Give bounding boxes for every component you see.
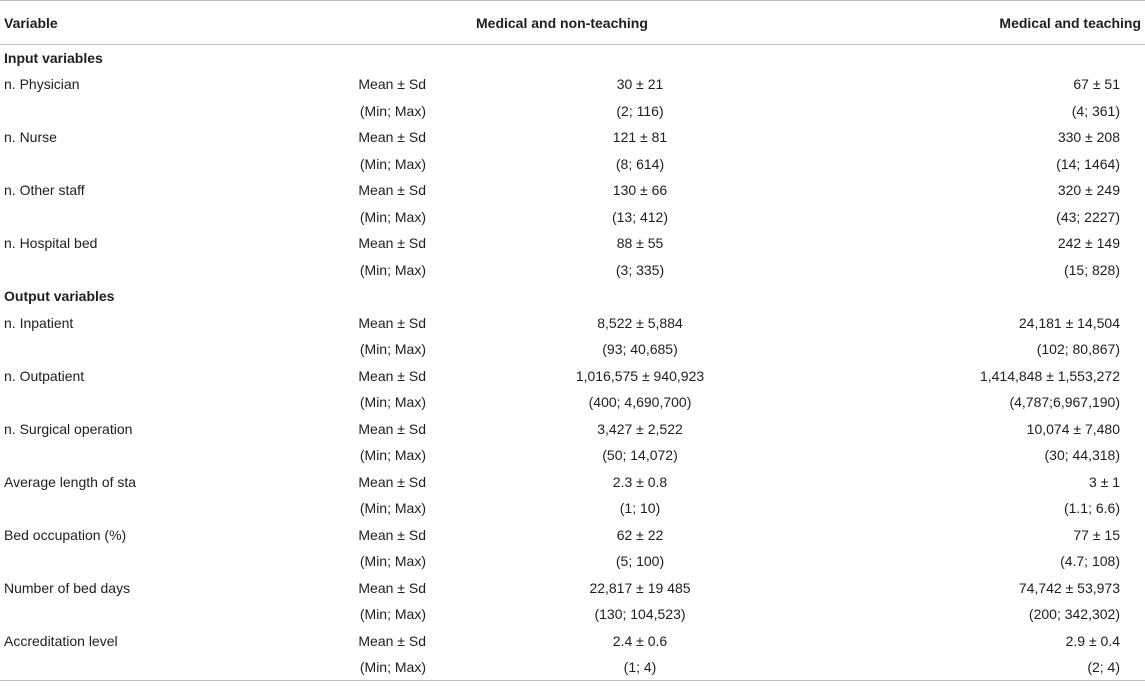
statistic-label: Mean ± Sd bbox=[358, 367, 426, 384]
value-teaching: (1.1; 6.6) bbox=[1063, 500, 1120, 517]
value-non-teaching: 2.3 ± 0.8 bbox=[612, 473, 668, 490]
variable-name-empty bbox=[0, 654, 290, 681]
value-teaching: (14; 1464) bbox=[1056, 155, 1120, 172]
value-non-teaching: 130 ± 66 bbox=[612, 182, 668, 199]
table-row bbox=[0, 257, 1145, 284]
table-row bbox=[0, 177, 1145, 204]
value-non-teaching: 2.4 ± 0.6 bbox=[612, 632, 668, 649]
statistic-label: Mean ± Sd bbox=[358, 129, 426, 146]
header-medical-non-teaching: Medical and non-teaching bbox=[470, 1, 860, 45]
value-teaching: (30; 44,318) bbox=[1044, 447, 1120, 464]
variable-name: n. Physician bbox=[4, 76, 80, 93]
statistic-label: Mean ± Sd bbox=[358, 420, 426, 437]
section-title: Input variables bbox=[4, 50, 103, 66]
value-non-teaching: (5; 100) bbox=[615, 553, 665, 570]
header-variable: Variable bbox=[0, 1, 290, 45]
statistic-label: Mean ± Sd bbox=[358, 314, 426, 331]
statistic-label: (Min; Max) bbox=[359, 155, 426, 172]
statistic-label: Mean ± Sd bbox=[358, 235, 426, 252]
variable-name-empty bbox=[0, 151, 290, 178]
statistic-label: (Min; Max) bbox=[359, 394, 426, 411]
section-title: Output variables bbox=[4, 288, 115, 305]
statistic-label: Mean ± Sd bbox=[358, 526, 426, 543]
value-teaching: (4.7; 108) bbox=[1060, 553, 1120, 570]
value-non-teaching: (8; 614) bbox=[615, 155, 665, 172]
table-row bbox=[0, 71, 1145, 98]
value-teaching: 2.9 ± 0.4 bbox=[1065, 632, 1120, 649]
table-row bbox=[0, 98, 1145, 125]
table-row bbox=[0, 336, 1145, 363]
table-header bbox=[0, 1, 1145, 45]
table-row bbox=[0, 310, 1145, 337]
value-teaching: 67 ± 51 bbox=[1073, 76, 1120, 93]
statistic-label: Mean ± Sd bbox=[358, 76, 426, 93]
variable-name-empty bbox=[0, 442, 290, 469]
variable-name: n. Other staff bbox=[4, 182, 85, 199]
variable-name: Bed occupation (%) bbox=[4, 526, 127, 543]
value-teaching: 1,414,848 ± 1,553,272 bbox=[979, 367, 1120, 384]
variable-name: n. Surgical operation bbox=[4, 420, 133, 437]
statistic-label: (Min; Max) bbox=[359, 447, 426, 464]
table-row bbox=[0, 363, 1145, 390]
value-non-teaching: (93; 40,685) bbox=[602, 341, 678, 358]
table-row bbox=[0, 495, 1145, 522]
value-teaching: 3 ± 1 bbox=[1088, 473, 1120, 490]
value-teaching: (15; 828) bbox=[1063, 261, 1120, 278]
header-statistic bbox=[290, 1, 470, 45]
table-row bbox=[0, 204, 1145, 231]
value-non-teaching: 22,817 ± 19 485 bbox=[589, 579, 691, 596]
value-non-teaching: 88 ± 55 bbox=[616, 235, 664, 252]
value-non-teaching: 62 ± 22 bbox=[616, 526, 664, 543]
variable-name: n. Inpatient bbox=[4, 314, 74, 331]
variable-name-empty bbox=[0, 336, 290, 363]
value-non-teaching: (130; 104,523) bbox=[594, 606, 686, 623]
value-non-teaching: 30 ± 21 bbox=[616, 76, 664, 93]
variable-name-empty bbox=[0, 495, 290, 522]
variable-name: Number of bed days bbox=[4, 579, 131, 596]
statistic-label: (Min; Max) bbox=[359, 553, 426, 570]
value-non-teaching: 121 ± 81 bbox=[612, 129, 668, 146]
table-row bbox=[0, 442, 1145, 469]
table-row bbox=[0, 230, 1145, 257]
header-row bbox=[0, 1, 1145, 45]
statistic-label: Mean ± Sd bbox=[358, 182, 426, 199]
statistic-label: (Min; Max) bbox=[359, 341, 426, 358]
variable-name-empty bbox=[0, 601, 290, 628]
table-row bbox=[0, 628, 1145, 655]
value-teaching: (4; 361) bbox=[1071, 102, 1120, 119]
variable-name: Average length of sta bbox=[4, 473, 137, 490]
value-non-teaching: (400; 4,690,700) bbox=[588, 394, 692, 411]
table-row bbox=[0, 151, 1145, 178]
statistic-label: (Min; Max) bbox=[359, 500, 426, 517]
table-row bbox=[0, 469, 1145, 496]
variable-name: Accreditation level bbox=[4, 632, 118, 649]
value-non-teaching: (3; 335) bbox=[615, 261, 665, 278]
table-row bbox=[0, 124, 1145, 151]
variable-name-empty bbox=[0, 98, 290, 125]
variable-name-empty bbox=[0, 257, 290, 284]
value-teaching: 74,742 ± 53,973 bbox=[1018, 579, 1120, 596]
value-non-teaching: (50; 14,072) bbox=[602, 447, 678, 464]
variable-name-empty bbox=[0, 204, 290, 231]
value-non-teaching: (1; 10) bbox=[619, 500, 661, 517]
statistic-label: (Min; Max) bbox=[359, 102, 426, 119]
variable-name-empty bbox=[0, 389, 290, 416]
table-body bbox=[0, 45, 1145, 681]
statistic-label: Mean ± Sd bbox=[358, 579, 426, 596]
value-teaching: 24,181 ± 14,504 bbox=[1018, 314, 1120, 331]
statistic-label: (Min; Max) bbox=[359, 261, 426, 278]
variable-name: n. Outpatient bbox=[4, 367, 85, 384]
table-row bbox=[0, 389, 1145, 416]
table-row bbox=[0, 416, 1145, 443]
statistic-label: Mean ± Sd bbox=[358, 473, 426, 490]
value-non-teaching: 3,427 ± 2,522 bbox=[597, 420, 683, 437]
statistic-label: (Min; Max) bbox=[359, 208, 426, 225]
value-non-teaching: (2; 116) bbox=[616, 102, 664, 119]
table-row bbox=[0, 654, 1145, 681]
value-teaching: (43; 2227) bbox=[1056, 208, 1120, 225]
value-teaching: (4,787;6,967,190) bbox=[1009, 394, 1120, 411]
value-non-teaching: (13; 412) bbox=[611, 208, 669, 225]
variable-name-empty bbox=[0, 548, 290, 575]
value-teaching: 330 ± 208 bbox=[1057, 129, 1120, 146]
variable-name: n. Nurse bbox=[4, 129, 57, 146]
value-non-teaching: (1; 4) bbox=[470, 654, 860, 681]
section-header-row bbox=[0, 283, 1145, 310]
statistic-label: (Min; Max) bbox=[290, 654, 470, 681]
value-teaching: (102; 80,867) bbox=[1036, 341, 1120, 358]
value-non-teaching: 1,016,575 ± 940,923 bbox=[575, 367, 705, 384]
table-row bbox=[0, 601, 1145, 628]
value-teaching: 77 ± 15 bbox=[1073, 526, 1120, 543]
value-teaching: (2; 4) bbox=[860, 654, 1145, 681]
table-row bbox=[0, 522, 1145, 549]
value-non-teaching: 8,522 ± 5,884 bbox=[597, 314, 683, 331]
table-row bbox=[0, 548, 1145, 575]
statistic-label: (Min; Max) bbox=[359, 606, 426, 623]
statistic-label: Mean ± Sd bbox=[358, 632, 426, 649]
header-medical-teaching: Medical and teaching bbox=[860, 1, 1145, 45]
value-teaching: (200; 342,302) bbox=[1028, 606, 1120, 623]
variable-name: n. Hospital bed bbox=[4, 235, 98, 252]
table-row bbox=[0, 575, 1145, 602]
value-teaching: 320 ± 249 bbox=[1057, 182, 1120, 199]
section-header-row bbox=[0, 45, 1145, 72]
value-teaching: 242 ± 149 bbox=[1057, 235, 1120, 252]
value-teaching: 10,074 ± 7,480 bbox=[1026, 420, 1120, 437]
